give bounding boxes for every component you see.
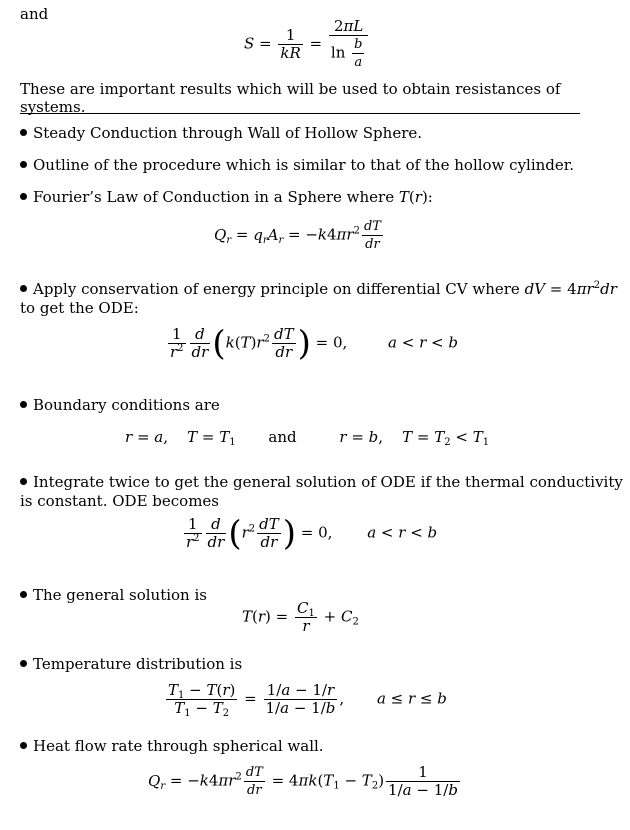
ode-constant-k: $\frac{1}{r^2}$ $\frac{d}{dr}$ ($r^2$ $\frac{dT}{dr}$ ) = 0, a < r < b: [186, 513, 438, 554]
bullet-temperature-distribution: Temperature distribution is: [20, 655, 242, 673]
bullet-boundary: Boundary conditions are: [20, 396, 220, 414]
bullet-icon: [20, 478, 27, 485]
bullet-icon: [20, 401, 27, 408]
horizontal-rule: [20, 113, 580, 114]
bullet-icon: [20, 660, 27, 667]
bullet-conservation: Apply conservation of energy principle on differential CV where dV = $4\pi r^2dr$: [20, 280, 617, 298]
results-text: These are important results which will be used to obtain resistances of systems.: [20, 80, 561, 116]
temperature-distribution-equation: $\frac{T_1 - T(r)}{T_1 - T_2}$ = $\frac{1/a - 1/r}{1/a - 1/b}$ , a ≤ r ≤ b: [168, 681, 447, 719]
bullet-icon: [20, 193, 27, 200]
bullet-general-solution: The general solution is: [20, 586, 207, 604]
bullet-icon: [20, 129, 27, 136]
bullet-integrate: Integrate twice to get the general solution of ODE if the thermal conductivity: [20, 473, 623, 491]
bullet-icon: [20, 285, 27, 292]
fourier-law-equation: $Q_r = q_rA_r = -k4\pi r^2$ $\frac{dT}{dr}$: [214, 219, 381, 252]
bullet-outline: Outline of the procedure which is similar to that of the hollow cylinder.: [20, 156, 574, 174]
shape-factor-equation: S = $\frac{1}{kR}$ = 2πL ln $\frac{b}{a}$: [244, 18, 370, 71]
general-solution-equation: T(r) = $\frac{C_1}{r}$ + $C_2$: [242, 599, 359, 635]
bullet-heat-flow: Heat flow rate through spherical wall.: [20, 737, 324, 755]
ode-intro-text: to get the ODE:: [20, 299, 139, 317]
heat-flow-equation: $Q_r = -k4\pi r^2$ $\frac{dT}{dr}$ = $4\pi k(T_1 - T_2)$ $\frac{1}{1/a - 1/b}$: [148, 763, 458, 799]
and-text: and: [20, 5, 49, 23]
ode-variable-k: $\frac{1}{r^2}$ $\frac{d}{dr}$ ($k(T)r^2$ $\frac{dT}{dr}$ ) = 0, a < r < b: [170, 323, 458, 364]
boundary-conditions: r = a, $T = T_1$ and r = b, $T = T_2 < T_1$: [125, 428, 490, 448]
bullet-steady-conduction: Steady Conduction through Wall of Hollow Sphere.: [20, 124, 422, 142]
bullet-icon: [20, 161, 27, 168]
bullet-icon: [20, 742, 27, 749]
bullet-fourier-law: Fourier’s Law of Conduction in a Sphere where T(r):: [20, 188, 433, 206]
bullet-icon: [20, 591, 27, 598]
ode-becomes-text: is constant. ODE becomes: [20, 492, 219, 510]
